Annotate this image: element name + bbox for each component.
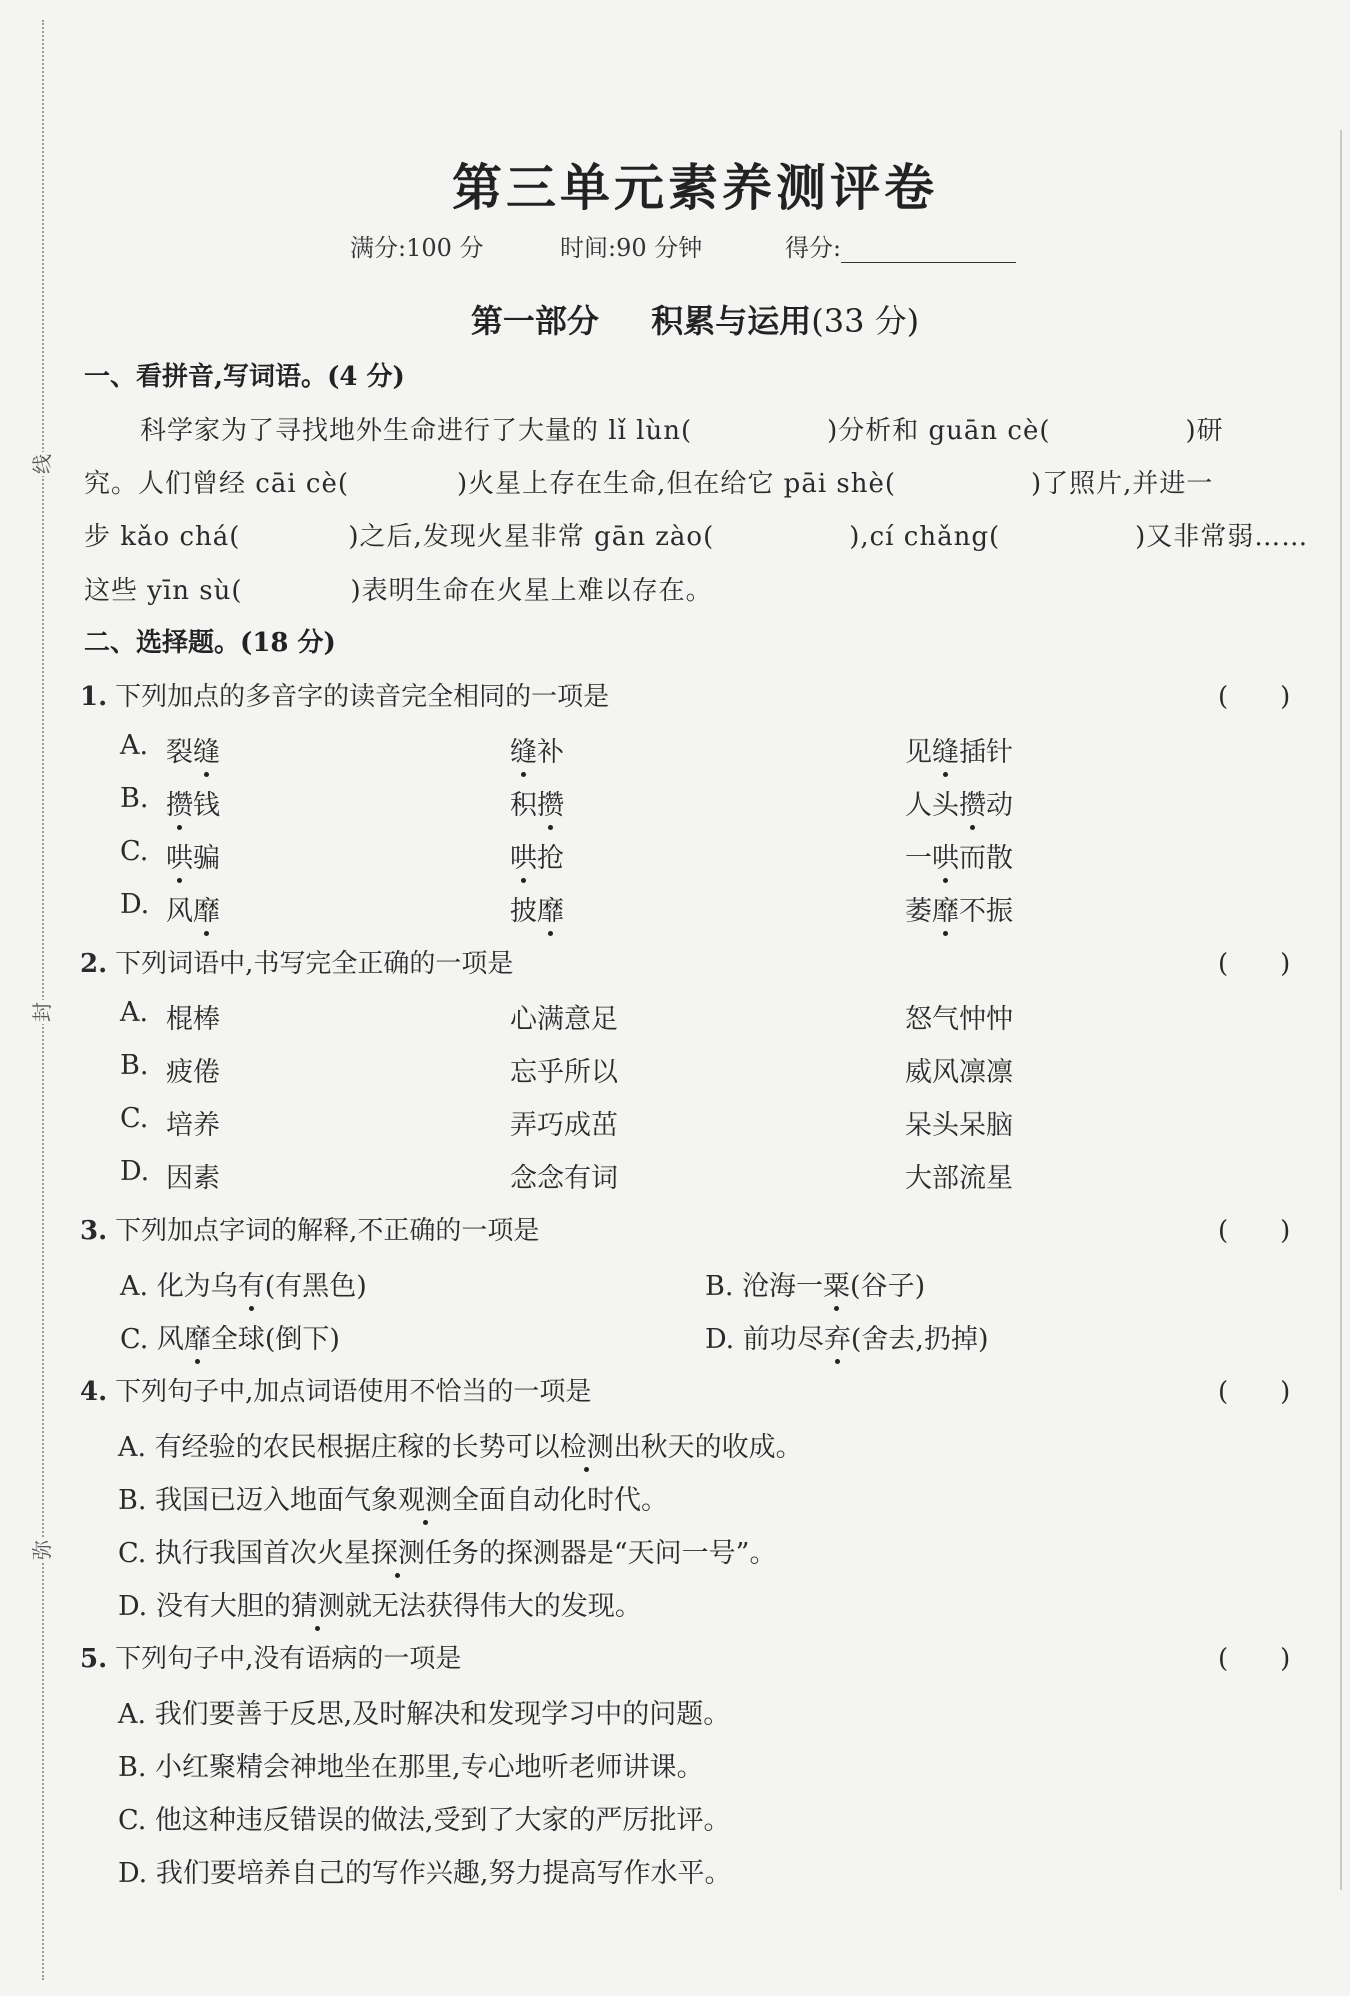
section-2-score: (18 分) bbox=[240, 628, 336, 658]
option-b: B. 我国已迈入地面气象观测全面自动化时代。 bbox=[118, 1478, 668, 1517]
option-c: C. 执行我国首次火星探测任务的探测器是“天问一号”。 bbox=[118, 1531, 776, 1570]
section-1-title: 一、看拼音,写词语。 bbox=[84, 362, 328, 392]
answer-blank-q4[interactable]: ( ) bbox=[1218, 1377, 1291, 1407]
question-number: 4. bbox=[80, 1377, 108, 1407]
answer-blank-q3[interactable]: ( ) bbox=[1218, 1216, 1291, 1246]
option-letter: A. bbox=[120, 730, 149, 761]
pinyin-line-2: 究。人们曾经 cāi cè( )火星上存在生命,但在给它 pāi shè( )了照片,并进一 bbox=[84, 469, 1214, 499]
option-word: 哄抢 bbox=[510, 836, 564, 875]
option-word: 披靡 bbox=[510, 889, 564, 928]
part-name: 积累与运用 bbox=[651, 302, 812, 340]
pinyin-line-3: 步 kǎo chá( )之后,发现火星非常 gān zào( ),cí chǎng( )又非常弱…… bbox=[84, 522, 1309, 552]
question-stem: 下列句子中,加点词语使用不恰当的一项是 bbox=[115, 1377, 592, 1407]
option-word: 培养 bbox=[166, 1110, 220, 1141]
question-stem: 下列句子中,没有语病的一项是 bbox=[115, 1644, 462, 1674]
pinyin-line-1: 科学家为了寻找地外生命进行了大量的 lǐ lùn( )分析和 guān cè( )研 bbox=[140, 416, 1224, 446]
option-c: C. 风靡全球(倒下) bbox=[120, 1317, 340, 1356]
option-word: 积攒 bbox=[510, 783, 564, 822]
option-d: D. 我们要培养自己的写作兴趣,努力提高写作水平。 bbox=[118, 1858, 732, 1889]
option-word: 风靡 bbox=[166, 889, 220, 928]
pinyin-line-4: 这些 yīn sù( )表明生命在火星上难以存在。 bbox=[84, 576, 713, 606]
question-3 bbox=[80, 1210, 539, 1247]
page-edge-line bbox=[1340, 130, 1342, 1890]
option-a: A. 我们要善于反思,及时解决和发现学习中的问题。 bbox=[118, 1699, 731, 1730]
option-word: 人头攒动 bbox=[905, 783, 1013, 822]
option-word: 哄骗 bbox=[166, 836, 220, 875]
option-letter: B. bbox=[120, 1050, 149, 1081]
question-stem: 下列词语中,书写完全正确的一项是 bbox=[115, 949, 514, 979]
question-stem: 下列加点的多音字的读音完全相同的一项是 bbox=[115, 682, 610, 712]
option-a: A. 化为乌有(有黑色) bbox=[120, 1264, 367, 1303]
option-word: 心满意足 bbox=[510, 1004, 618, 1035]
option-d: D. 没有大胆的猜测就无法获得伟大的发现。 bbox=[118, 1584, 642, 1623]
option-b: B. 小红聚精会神地坐在那里,专心地听老师讲课。 bbox=[118, 1752, 704, 1783]
part-score: (33 分) bbox=[811, 302, 920, 340]
question-number: 2. bbox=[80, 949, 108, 979]
section-1-heading bbox=[84, 356, 405, 393]
option-word: 因素 bbox=[166, 1163, 220, 1194]
option-word: 念念有词 bbox=[510, 1163, 618, 1194]
score-field bbox=[785, 228, 1016, 263]
answer-blank-q5[interactable]: ( ) bbox=[1218, 1644, 1291, 1674]
binding-char-mi: 弥 bbox=[30, 1540, 54, 1560]
question-2 bbox=[80, 943, 513, 980]
section-2-title: 二、选择题。 bbox=[84, 628, 241, 658]
option-word: 疲倦 bbox=[166, 1057, 220, 1088]
option-word: 裂缝 bbox=[166, 730, 220, 769]
exam-title: 第三单元素养测评卷 bbox=[452, 158, 938, 217]
option-c: C. 他这种违反错误的做法,受到了大家的严厉批评。 bbox=[118, 1805, 731, 1836]
time-limit: 时间:90 分钟 bbox=[560, 234, 703, 262]
binding-char-xian: 线 bbox=[30, 454, 54, 474]
option-word: 萎靡不振 bbox=[905, 889, 1013, 928]
section-2-heading bbox=[84, 622, 336, 659]
section-1-score: (4 分) bbox=[327, 362, 405, 392]
part-heading bbox=[0, 296, 1350, 342]
option-word: 攒钱 bbox=[166, 783, 220, 822]
option-word: 忘乎所以 bbox=[510, 1057, 618, 1088]
option-a: A. 有经验的农民根据庄稼的长势可以检测出秋天的收成。 bbox=[118, 1425, 803, 1464]
option-word: 见缝插针 bbox=[905, 730, 1013, 769]
part-label: 第一部分 bbox=[470, 302, 599, 340]
option-word: 大部流星 bbox=[905, 1163, 1013, 1194]
binding-char-feng: 封 bbox=[30, 1002, 54, 1022]
option-word: 缝补 bbox=[510, 730, 564, 769]
option-d: D. 前功尽弃(舍去,扔掉) bbox=[705, 1317, 989, 1356]
question-1 bbox=[80, 676, 609, 713]
question-5 bbox=[80, 1638, 461, 1675]
option-letter: C. bbox=[120, 1103, 149, 1134]
question-stem: 下列加点字词的解释,不正确的一项是 bbox=[115, 1216, 540, 1246]
option-word: 棍棒 bbox=[166, 1004, 220, 1035]
option-letter: B. bbox=[120, 783, 149, 814]
question-number: 5. bbox=[80, 1644, 108, 1674]
question-number: 1. bbox=[80, 682, 108, 712]
option-word: 威风凛凛 bbox=[905, 1057, 1013, 1088]
option-word: 呆头呆脑 bbox=[905, 1110, 1013, 1141]
option-word: 弄巧成茁 bbox=[510, 1110, 618, 1141]
option-letter: A. bbox=[120, 997, 149, 1028]
question-number: 3. bbox=[80, 1216, 108, 1246]
option-letter: C. bbox=[120, 836, 149, 867]
option-word: 一哄而散 bbox=[905, 836, 1013, 875]
score-blank bbox=[841, 238, 1016, 263]
option-letter: D. bbox=[120, 1156, 150, 1187]
answer-blank-q2[interactable]: ( ) bbox=[1218, 949, 1291, 979]
full-score: 满分:100 分 bbox=[350, 234, 484, 262]
question-4 bbox=[80, 1371, 591, 1408]
option-letter: D. bbox=[120, 889, 150, 920]
score-label: 得分: bbox=[785, 234, 842, 262]
option-word: 怒气忡忡 bbox=[905, 1004, 1013, 1035]
option-b: B. 沧海一粟(谷子) bbox=[705, 1264, 925, 1303]
answer-blank-q1[interactable]: ( ) bbox=[1218, 682, 1291, 712]
